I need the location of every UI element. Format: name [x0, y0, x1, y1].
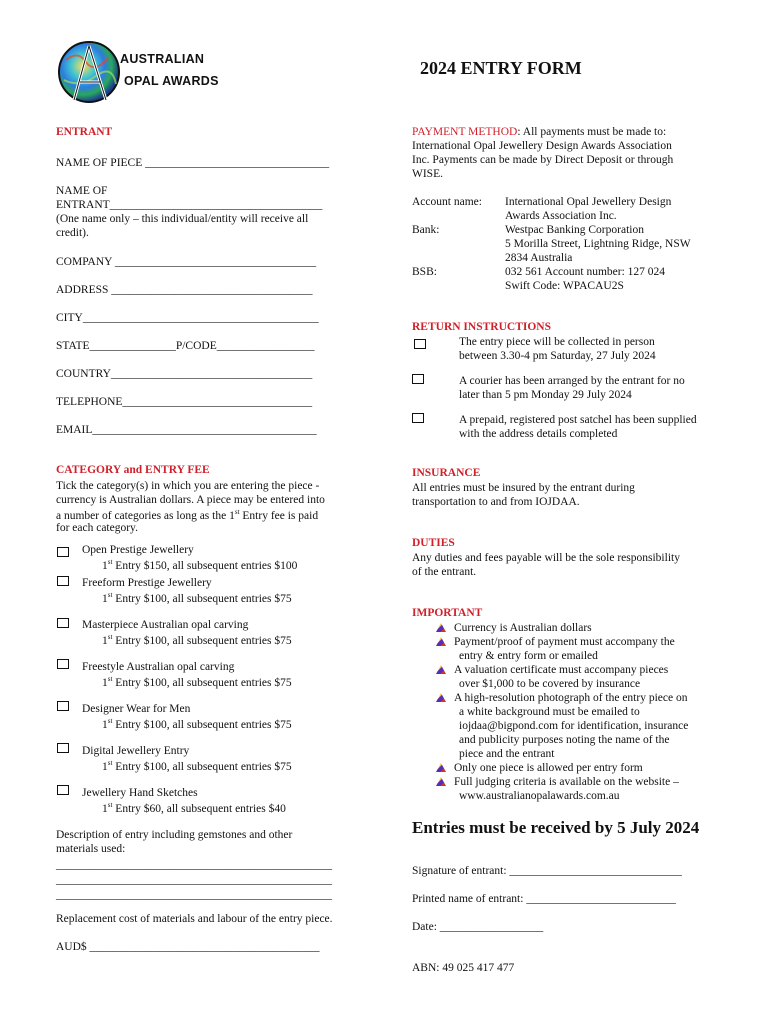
return-checkbox-satchel[interactable] [412, 413, 424, 423]
return-option-1-l1: The entry piece will be collected in person [459, 336, 655, 348]
payment-text-1 [412, 126, 666, 138]
category-fee: 1st Entry $100, all subsequent entries $75 [102, 633, 292, 647]
category-checkbox-hand-sketches[interactable] [57, 785, 69, 795]
description-label-1: Description of entry including gemstones and other [56, 829, 293, 841]
duties-text-1: Any duties and fees payable will be the sole responsibility [412, 552, 680, 564]
return-option-1-l2: between 3.30-4 pm Saturday, 27 July 2024 [459, 350, 656, 362]
opal-globe-icon [56, 40, 122, 104]
list-item: A valuation certificate must accompany pieces [436, 663, 688, 677]
bank-value-2: 5 Morilla Street, Lightning Ridge, NSW [505, 238, 691, 250]
duties-heading: DUTIES [412, 537, 455, 549]
description-line-3[interactable]: ________________________________________________ [56, 889, 332, 901]
category-checkbox-masterpiece-carving[interactable] [57, 618, 69, 628]
swift-code: Swift Code: WPACAU2S [505, 280, 624, 292]
name-note-2: credit). [56, 227, 89, 239]
logo-line-1: AUSTRALIAN [120, 52, 205, 66]
bsb-label: BSB: [412, 266, 437, 278]
list-item-cont: piece and the entrant [459, 748, 555, 760]
opal-bullet-icon [436, 693, 446, 702]
bank-label: Bank: [412, 224, 440, 236]
category-checkbox-freeform-prestige[interactable] [57, 576, 69, 586]
description-label-2: materials used: [56, 843, 126, 855]
list-item: Only one piece is allowed per entry form [436, 761, 688, 775]
category-fee: 1st Entry $150, all subsequent entries $100 [102, 558, 298, 572]
name-note-1: (One name only – this individual/entity will receive all [56, 213, 309, 225]
account-value-2: Awards Association Inc. [505, 210, 617, 222]
account-label: Account name: [412, 196, 482, 208]
important-list [436, 621, 688, 803]
address-field[interactable]: ADDRESS ___________________________________ [56, 284, 313, 296]
category-fee: 1st Entry $100, all subsequent entries $75 [102, 717, 292, 731]
list-item-cont: and publicity purposes noting the name of the [459, 734, 670, 746]
category-fee: 1st Entry $100, all subsequent entries $75 [102, 591, 292, 605]
logo [56, 40, 256, 104]
category-name: Jewellery Hand Sketches [82, 787, 198, 799]
name-label-1: NAME OF [56, 185, 108, 197]
category-name: Freeform Prestige Jewellery [82, 577, 212, 589]
return-option-2-l1: A courier has been arranged by the entrant for no [459, 375, 685, 387]
category-intro-1: Tick the category(s) in which you are entering the piece - [56, 480, 320, 492]
category-checkbox-freestyle-carving[interactable] [57, 659, 69, 669]
company-field[interactable]: COMPANY ___________________________________ [56, 256, 317, 268]
return-option-2-l2: later than 5 pm Monday 29 July 2024 [459, 389, 632, 401]
category-name: Open Prestige Jewellery [82, 544, 194, 556]
list-item: Full judging criteria is available on the website – [436, 775, 688, 789]
category-checkbox-open-prestige[interactable] [57, 547, 69, 557]
return-checkbox-courier[interactable] [412, 374, 424, 384]
description-line-1[interactable]: ________________________________________________ [56, 859, 332, 871]
insurance-text-2: transportation to and from IOJDAA. [412, 496, 580, 508]
account-value-1: International Opal Jewellery Design [505, 196, 672, 208]
telephone-field[interactable]: TELEPHONE_________________________________ [56, 396, 313, 408]
category-intro-2: currency is Australian dollars. A piece may be entered into [56, 494, 325, 506]
list-item-cont: iojdaa@bigpond.com for identification, insurance [459, 720, 689, 732]
list-item: Payment/proof of payment must accompany the [436, 635, 688, 649]
bsb-value: 032 561 Account number: 127 024 [505, 266, 666, 278]
aud-field[interactable]: AUD$ ________________________________________ [56, 941, 320, 953]
list-item-cont: over $1,000 to be covered by insurance [459, 678, 641, 690]
city-field[interactable]: CITY_________________________________________ [56, 312, 319, 324]
list-item: A high-resolution photograph of the entry piece on [436, 691, 688, 705]
category-intro-3: a number of categories as long as the 1st Entry fee is paid [56, 508, 319, 522]
payment-text-3: Inc. Payments can be made by Direct Deposit or through [412, 154, 674, 166]
duties-text-2: of the entrant. [412, 566, 477, 578]
date-field[interactable]: Date: __________________ [412, 921, 544, 933]
category-heading: CATEGORY and ENTRY FEE [56, 464, 210, 476]
payment-text: : All payments must be made to: [517, 126, 667, 138]
form-title: 2024 ENTRY FORM [420, 58, 582, 78]
payment-text-4: WISE. [412, 168, 443, 180]
category-fee: 1st Entry $60, all subsequent entries $40 [102, 801, 286, 815]
category-name: Digital Jewellery Entry [82, 745, 190, 757]
email-field[interactable]: EMAIL_______________________________________ [56, 424, 317, 436]
printed-name-field[interactable]: Printed name of entrant: __________________________ [412, 893, 676, 905]
category-checkbox-digital-jewellery[interactable] [57, 743, 69, 753]
category-fee: 1st Entry $100, all subsequent entries $75 [102, 759, 292, 773]
deadline-notice: Entries must be received by 5 July 2024 [412, 818, 700, 837]
signature-field[interactable]: Signature of entrant: ______________________________ [412, 865, 682, 877]
opal-bullet-icon [436, 777, 446, 786]
payment-heading: PAYMENT METHOD [412, 126, 518, 138]
insurance-heading: INSURANCE [412, 467, 481, 479]
name-of-piece-field[interactable]: NAME OF PIECE ________________________________ [56, 157, 330, 169]
logo-line-2: OPAL AWARDS [124, 74, 219, 88]
return-checkbox-collect[interactable] [414, 339, 426, 349]
opal-bullet-icon [436, 763, 446, 772]
opal-bullet-icon [436, 637, 446, 646]
important-heading: IMPORTANT [412, 607, 483, 619]
list-item-cont: entry & entry form or emailed [459, 650, 598, 662]
entrant-heading: ENTRANT [56, 126, 113, 138]
insurance-text-1: All entries must be insured by the entrant during [412, 482, 635, 494]
opal-bullet-icon [436, 623, 446, 632]
bank-value-3: 2834 Australia [505, 252, 573, 264]
list-item: Currency is Australian dollars [436, 621, 688, 635]
category-name: Masterpiece Australian opal carving [82, 619, 249, 631]
description-line-2[interactable]: ________________________________________________ [56, 874, 332, 886]
payment-text-2: International Opal Jewellery Design Awards Association [412, 140, 672, 152]
category-name: Designer Wear for Men [82, 703, 191, 715]
return-option-3-l2: with the address details completed [459, 428, 618, 440]
return-heading: RETURN INSTRUCTIONS [412, 321, 551, 333]
entrant-name-field[interactable]: ENTRANT_____________________________________ [56, 199, 323, 211]
replacement-label: Replacement cost of materials and labour of the entry piece. [56, 913, 333, 925]
list-item-cont: www.australianopalawards.com.au [459, 790, 620, 802]
category-intro-4: for each category. [56, 522, 138, 534]
category-checkbox-designer-wear-men[interactable] [57, 701, 69, 711]
return-option-3-l1: A prepaid, registered post satchel has been supplied [459, 414, 697, 426]
opal-bullet-icon [436, 665, 446, 674]
bank-value-1: Westpac Banking Corporation [505, 224, 644, 236]
category-name: Freestyle Australian opal carving [82, 661, 235, 673]
list-item-cont: a white background must be emailed to [459, 706, 640, 718]
state-postcode-field[interactable]: STATE_______________P/CODE_________________ [56, 340, 315, 352]
category-fee: 1st Entry $100, all subsequent entries $75 [102, 675, 292, 689]
country-field[interactable]: COUNTRY___________________________________ [56, 368, 313, 380]
abn: ABN: 49 025 417 477 [412, 962, 515, 974]
